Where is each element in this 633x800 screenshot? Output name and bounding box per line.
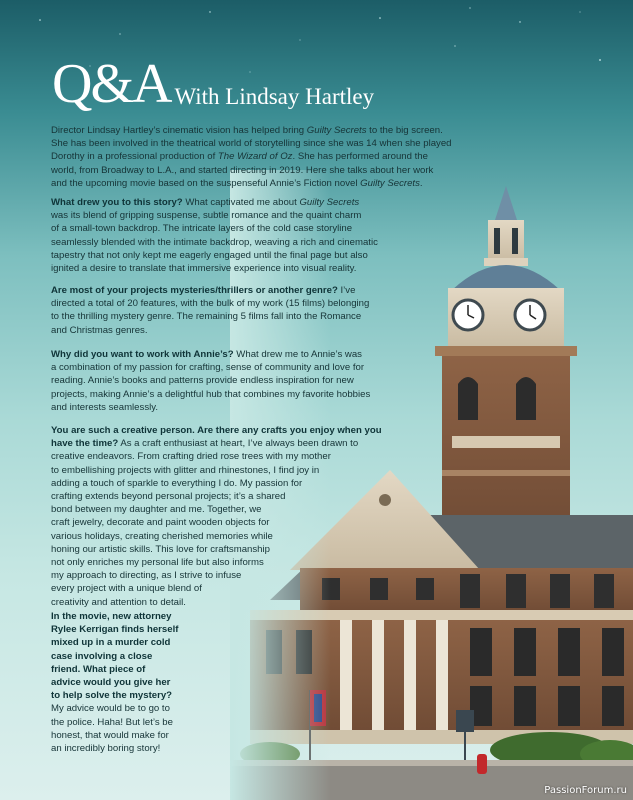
text-line — [51, 530, 406, 543]
text-run: crafting extends beyond personal projects; it’s a shared — [51, 491, 286, 503]
text-line — [51, 437, 406, 450]
text-run: every project with a unique blend of — [51, 583, 202, 595]
text-line — [51, 716, 199, 729]
text-run: honest, that would make for — [51, 729, 169, 741]
text-run: bond between my daughter and me. Together, we — [51, 504, 262, 516]
text-run: friend. What piece of — [51, 663, 146, 675]
page-title — [52, 53, 375, 128]
text-run: have the time? — [51, 438, 119, 450]
text-run: world, from Broadway to L.A., and started directing in 2019. Here she talks about her work — [51, 164, 434, 176]
text-run: She has been involved in the theatrical world of storytelling since she was 14 when she played — [51, 138, 452, 150]
text-run: tapestry that not only kept me eagerly engaged until the final page but also — [51, 249, 368, 261]
text-run: mixed up in a murder cold — [51, 637, 171, 649]
text-run: honing our artistic skills. This love for craftsmanship — [51, 543, 270, 555]
text-run: advice would you give her — [51, 677, 171, 689]
text-run: a combination of my passion for crafting, sense of community and love for — [51, 362, 365, 374]
text-line — [51, 297, 395, 310]
text-line — [51, 348, 396, 361]
text-line — [51, 663, 199, 676]
text-run: case involving a close — [51, 650, 153, 662]
text-line — [51, 464, 406, 477]
text-line — [51, 249, 385, 262]
text-run: Rylee Kerrigan finds herself — [51, 624, 179, 636]
qa-why-annies — [51, 348, 396, 414]
text-run: . She has performed around the — [292, 151, 428, 163]
text-line — [51, 137, 483, 150]
text-line — [51, 556, 406, 569]
title-qa: Q&A — [52, 53, 171, 115]
text-run: to help solve the mystery? — [51, 690, 173, 702]
text-line — [51, 477, 406, 490]
text-run: creative endeavors. From crafting dried rose trees with my mother — [51, 451, 331, 463]
text-run: and interests seamlessly. — [51, 401, 158, 413]
text-line — [51, 164, 483, 177]
text-line — [51, 150, 483, 163]
text-line — [51, 324, 395, 337]
text-line — [51, 310, 395, 323]
text-line — [51, 596, 406, 609]
text-run: Are most of your projects mysteries/thrillers or another genre? — [51, 285, 338, 296]
text-run: Guilty Secrets — [299, 197, 360, 208]
watermark: PassionForum.ru — [544, 785, 627, 796]
text-line — [51, 124, 483, 137]
text-run: I’ve — [337, 285, 356, 296]
text-run: ignited a desire to translate that immersive experience into visual reality. — [51, 263, 357, 275]
text-line — [51, 503, 406, 516]
text-run: What captivated me about — [182, 197, 300, 208]
text-line — [51, 636, 199, 649]
text-run: Director Lindsay Hartley’s cinematic vision has helped bring — [51, 125, 307, 136]
text-run: an incredibly boring story! — [51, 743, 161, 755]
text-line — [51, 543, 406, 556]
text-line — [51, 374, 396, 387]
text-run: As a craft enthusiast at heart, I’ve always been drawn to — [118, 438, 359, 450]
text-run: was its blend of gripping suspense, subtle romance and the quaint charm — [51, 210, 362, 222]
text-line — [51, 623, 199, 636]
text-run: Why did you want to work with Annie’s? — [51, 349, 234, 360]
intro-paragraph — [51, 124, 483, 190]
text-run: . — [419, 177, 423, 189]
text-run: Dorothy in a professional production of — [51, 151, 218, 163]
text-run: craft jewelry, decorate and paint wooden objects for — [51, 517, 270, 529]
text-line — [51, 702, 199, 715]
qa-advice — [51, 610, 199, 755]
text-run: What drew me to Annie’s was — [233, 349, 362, 360]
text-run: my approach to directing, as I strive to infuse — [51, 570, 242, 582]
text-line — [51, 236, 385, 249]
text-run: reading. Annie’s books and patterns provide endless inspiration for new — [51, 375, 354, 387]
text-run: The Wizard of Oz — [217, 151, 293, 163]
text-run: and Christmas genres. — [51, 324, 148, 336]
text-run: and the upcoming movie based on the suspenseful Annie’s Fiction novel — [51, 177, 361, 189]
text-run: You are such a creative person. Are there any crafts you enjoy when you — [51, 425, 382, 436]
text-run: of a small-town backdrop. The intricate layers of the cold case storyline — [51, 223, 353, 235]
text-run: various holidays, creating cherished memories while — [51, 530, 273, 542]
text-run: Guilty Secrets — [360, 177, 420, 189]
text-line — [51, 689, 199, 702]
text-run: My advice would be to go to — [51, 703, 170, 715]
text-line — [51, 490, 406, 503]
text-line — [51, 742, 199, 755]
text-line — [51, 676, 199, 689]
text-line — [51, 424, 406, 437]
text-run: directed a total of 20 features, with the bulk of my work (15 films) belonging — [51, 298, 370, 310]
text-line — [51, 516, 406, 529]
text-line — [51, 401, 396, 414]
text-line — [51, 209, 385, 222]
text-line — [51, 569, 406, 582]
text-line — [51, 361, 396, 374]
text-line — [51, 196, 385, 209]
text-line — [51, 582, 406, 595]
text-line — [51, 650, 199, 663]
qa-genre — [51, 284, 395, 337]
qa-crafts — [51, 424, 406, 609]
qa-what-drew-you — [51, 196, 385, 275]
text-line — [51, 284, 395, 297]
text-line — [51, 610, 199, 623]
text-run: to the big screen. — [366, 125, 443, 136]
text-line — [51, 388, 396, 401]
text-line — [51, 222, 385, 235]
title-subtitle: With Lindsay Hartley — [174, 84, 375, 109]
text-run: In the movie, new attorney — [51, 611, 172, 622]
text-run: seamlessly blended with the intimate backdrop, weaving a rich and cinematic — [51, 236, 378, 248]
text-run: projects, making Annie’s a delightful hub that combines my favorite hobbies — [51, 388, 371, 400]
text-run: to embellishing projects with glitter and rhinestones, I find joy in — [51, 464, 320, 476]
text-line — [51, 729, 199, 742]
text-run: What drew you to this story? — [51, 197, 183, 208]
text-run: adding a touch of sparkle to everything I do. My passion for — [51, 477, 303, 489]
text-run: to the thrilling mystery genre. The remaining 5 films fall into the Romance — [51, 311, 362, 323]
text-run: creativity and attention to detail. — [51, 596, 186, 608]
text-run: Guilty Secrets — [306, 125, 367, 136]
text-line — [51, 177, 483, 190]
text-line — [51, 262, 385, 275]
text-run: not only enriches my personal life but also informs — [51, 557, 264, 569]
text-run: the police. Haha! But let’s be — [51, 716, 173, 728]
text-line — [51, 450, 406, 463]
